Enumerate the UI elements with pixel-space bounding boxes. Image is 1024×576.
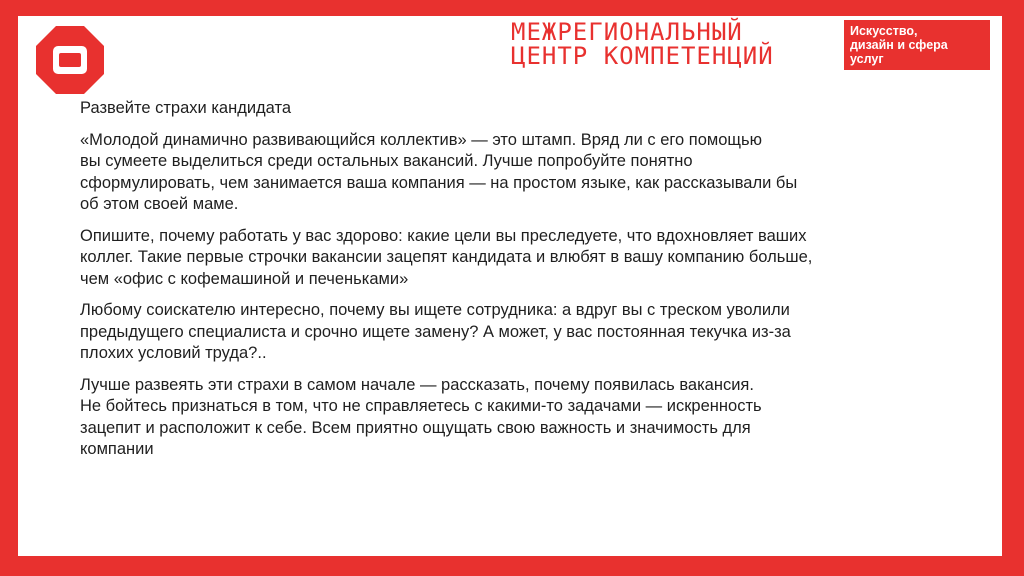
- logo-octagon-icon: [36, 26, 104, 94]
- organization-name: [511, 20, 841, 68]
- badge-line-2: дизайн и сфера: [850, 38, 948, 52]
- slide-title: Развейте страхи кандидата: [80, 99, 292, 117]
- slide: [18, 16, 1002, 556]
- paragraph-3: Любому соискателю интересно, почему вы ищете сотрудника: а вдруг вы с треском уволили предыдущего специалиста и срочно ищете замену? А может, у вас постоянная текучка из-за плохих условий труда?..: [80, 301, 791, 362]
- slide-content: [80, 98, 960, 471]
- org-name-line-2: ЦЕНТР КОМПЕТЕНЦИЙ: [511, 42, 774, 70]
- paragraph-2: Опишите, почему работать у вас здорово: какие цели вы преследуете, что вдохновляет ваших коллег. Такие первые строчки вакансии зацепят кандидата и влюбят в вашу компанию больше, чем «офис с кофемашиной и печеньками»: [80, 226, 813, 288]
- category-badge: [844, 20, 990, 70]
- badge-line-3: услуг: [850, 52, 884, 66]
- badge-line-1: Искусство,: [850, 24, 918, 38]
- org-name-line-1: МЕЖРЕГИОНАЛЬНЫЙ: [511, 18, 743, 46]
- paragraph-4: Лучше развеять эти страхи в самом начале — рассказать, почему появилась вакансия. Не бойтесь признаться в том, что не справляетесь с какими-то задачами — искренность зацепит и расположит к себе. Всем приятно ощущать свою важность и значимость для компании: [80, 375, 762, 458]
- paragraph-1: «Молодой динамично развивающийся коллектив» — это штамп. Вряд ли с его помощью вы сумеете выделиться среди остальных вакансий. Лучше попробуйте понятно сформулировать, чем занимается ваша компания — на простом языке, как рассказывали бы об этом своей маме.: [80, 130, 798, 213]
